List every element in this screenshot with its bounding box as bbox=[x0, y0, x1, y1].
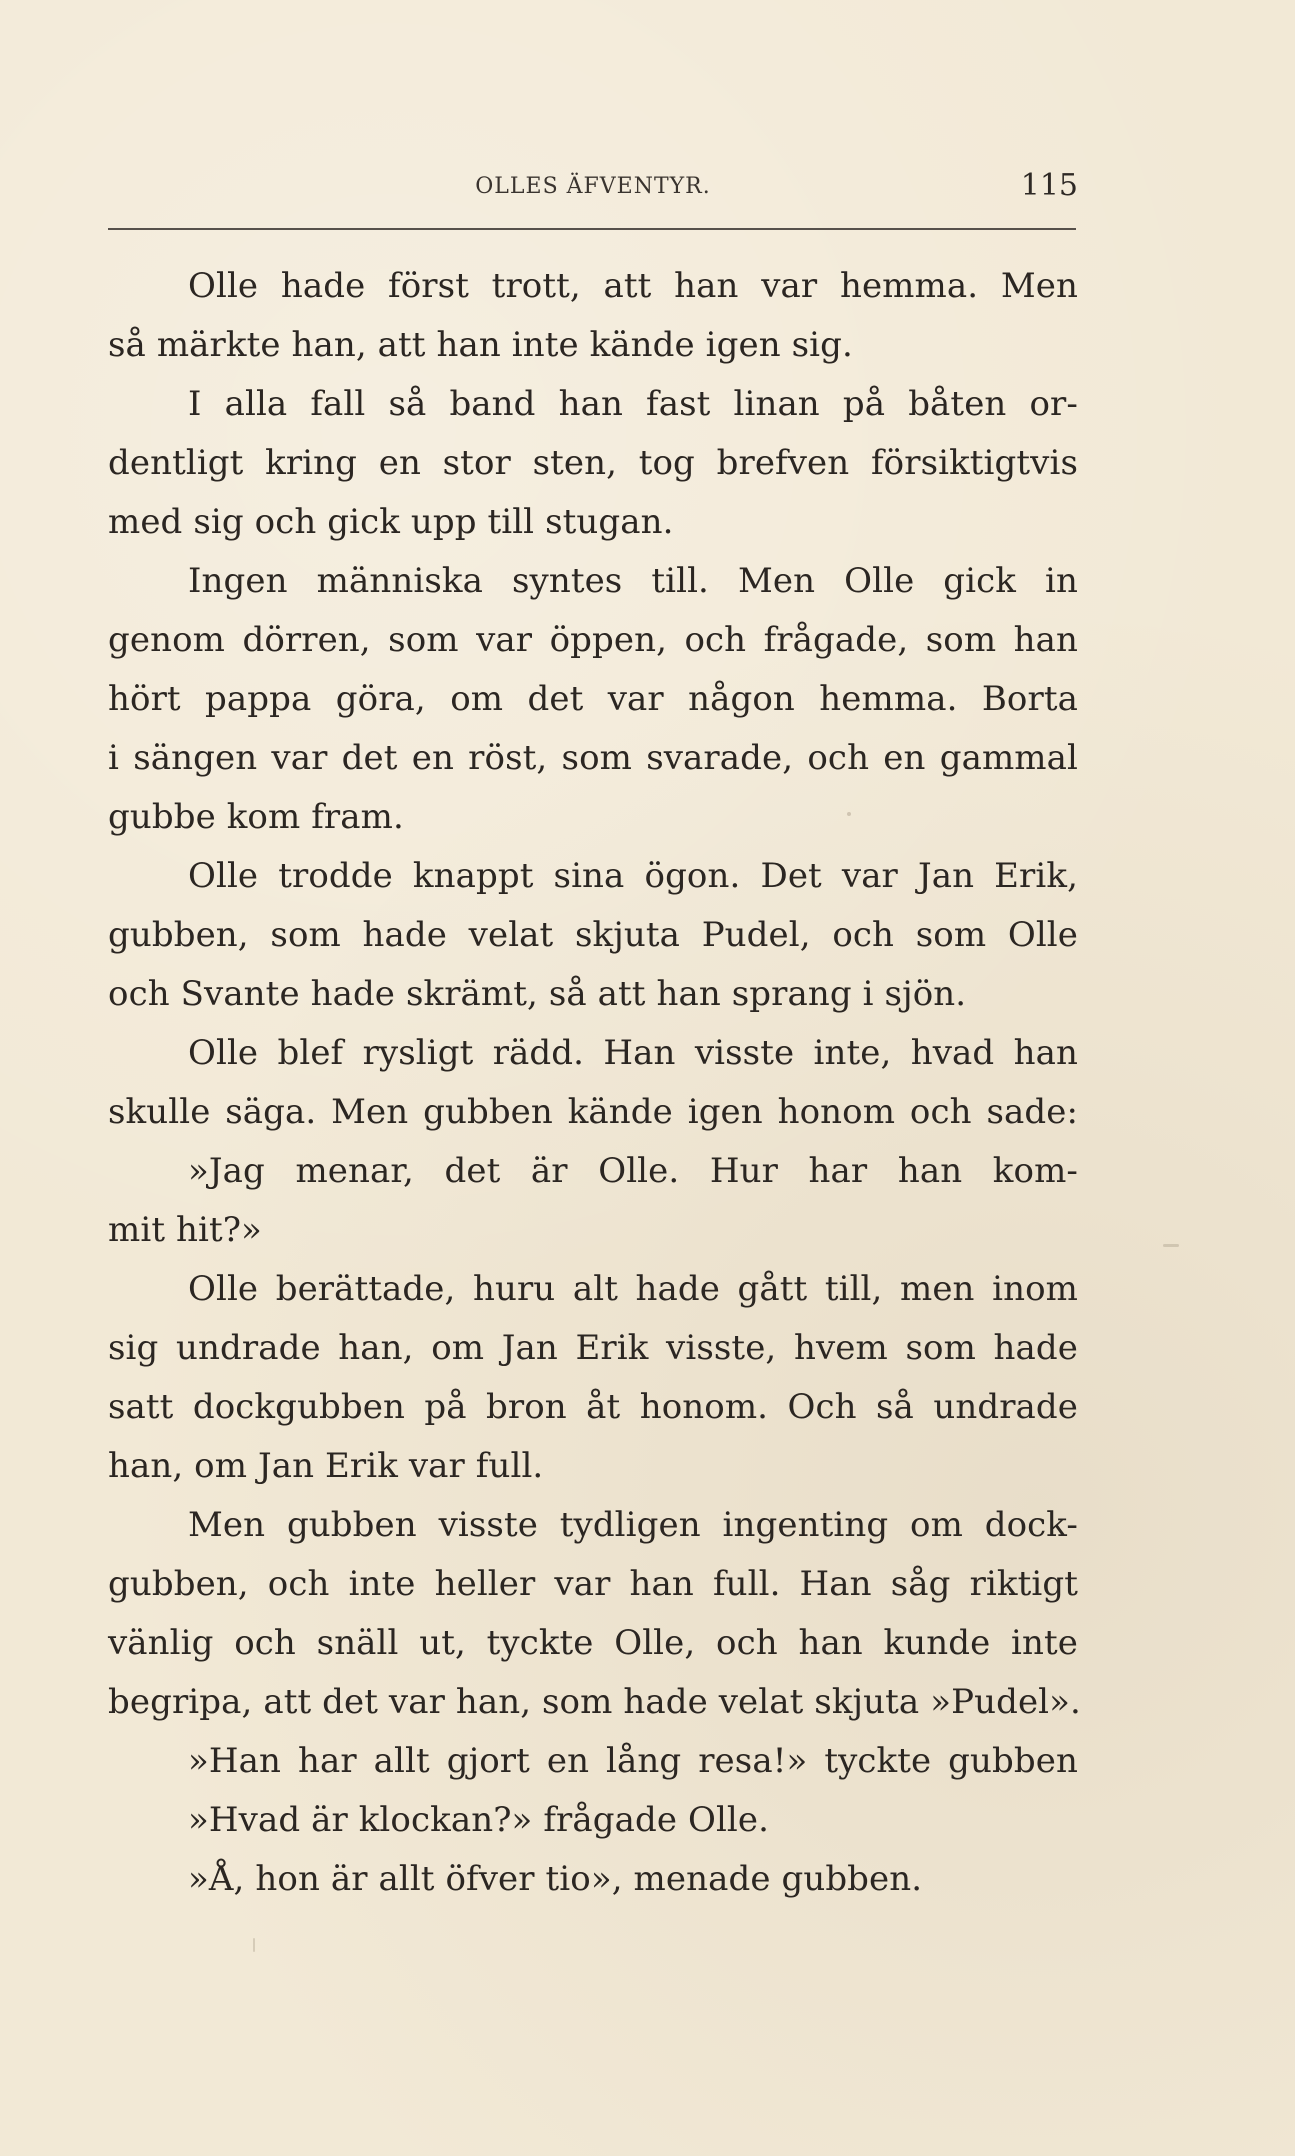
text-line: gubben, som hade velat skjuta Pudel, och som Olle bbox=[108, 915, 1078, 955]
text-line: dentligt kring en stor sten, tog brefven försiktigtvis bbox=[108, 443, 1078, 483]
text-line: genom dörren, som var öppen, och frågade, som han bbox=[108, 620, 1078, 660]
text-line: vänlig och snäll ut, tyckte Olle, och han kunde inte bbox=[108, 1623, 1078, 1663]
paper-speck bbox=[847, 812, 851, 816]
text-line: sig undrade han, om Jan Erik visste, hvem som hade bbox=[108, 1328, 1078, 1368]
text-line: Olle berättade, huru alt hade gått till, men inom bbox=[188, 1269, 1078, 1309]
text-line: han, om Jan Erik var full. bbox=[108, 1446, 544, 1486]
text-line: mit hit?» bbox=[108, 1210, 262, 1250]
running-head: OLLES ÄFVENTYR. bbox=[475, 174, 711, 199]
text-line: hört pappa göra, om det var någon hemma. Borta bbox=[108, 679, 1078, 719]
text-line: »Han har allt gjort en lång resa!» tyckte gubben bbox=[188, 1741, 1078, 1781]
text-line: gubbe kom fram. bbox=[108, 797, 404, 837]
text-line: »Jag menar, det är Olle. Hur har han kom- bbox=[188, 1151, 1078, 1191]
header-rule bbox=[108, 228, 1076, 230]
text-line: »Å, hon är allt öfver tio», menade gubben. bbox=[188, 1859, 923, 1899]
text-line: Olle blef rysligt rädd. Han visste inte, hvad han bbox=[188, 1033, 1078, 1073]
text-line: skulle säga. Men gubben kände igen honom och sade: bbox=[108, 1092, 1078, 1132]
text-line: Men gubben visste tydligen ingenting om dock- bbox=[188, 1505, 1078, 1545]
text-line: Olle hade först trott, att han var hemma. Men bbox=[188, 266, 1078, 306]
text-line: gubben, och inte heller var han full. Han såg riktigt bbox=[108, 1564, 1078, 1604]
text-line: begripa, att det var han, som hade velat skjuta »Pudel». bbox=[108, 1682, 1081, 1722]
page-header bbox=[108, 168, 1078, 222]
text-line: så märkte han, att han inte kände igen sig. bbox=[108, 325, 853, 365]
text-line: och Svante hade skrämt, så att han sprang i sjön. bbox=[108, 974, 967, 1014]
text-line: i sängen var det en röst, som svarade, och en gammal bbox=[108, 738, 1078, 778]
text-line: Olle trodde knappt sina ögon. Det var Jan Erik, bbox=[188, 856, 1078, 896]
paper-speck bbox=[253, 1938, 255, 1952]
text-line: »Hvad är klockan?» frågade Olle. bbox=[188, 1800, 770, 1840]
text-line: satt dockgubben på bron åt honom. Och så undrade bbox=[108, 1387, 1078, 1427]
text-line: I alla fall så band han fast linan på båten or- bbox=[188, 384, 1078, 424]
text-line: med sig och gick upp till stugan. bbox=[108, 502, 674, 542]
body-text bbox=[108, 257, 1081, 1909]
page-number: 115 bbox=[1020, 168, 1078, 203]
text-line: Ingen människa syntes till. Men Olle gick in bbox=[188, 561, 1078, 601]
paper-speck bbox=[1163, 1244, 1179, 1247]
